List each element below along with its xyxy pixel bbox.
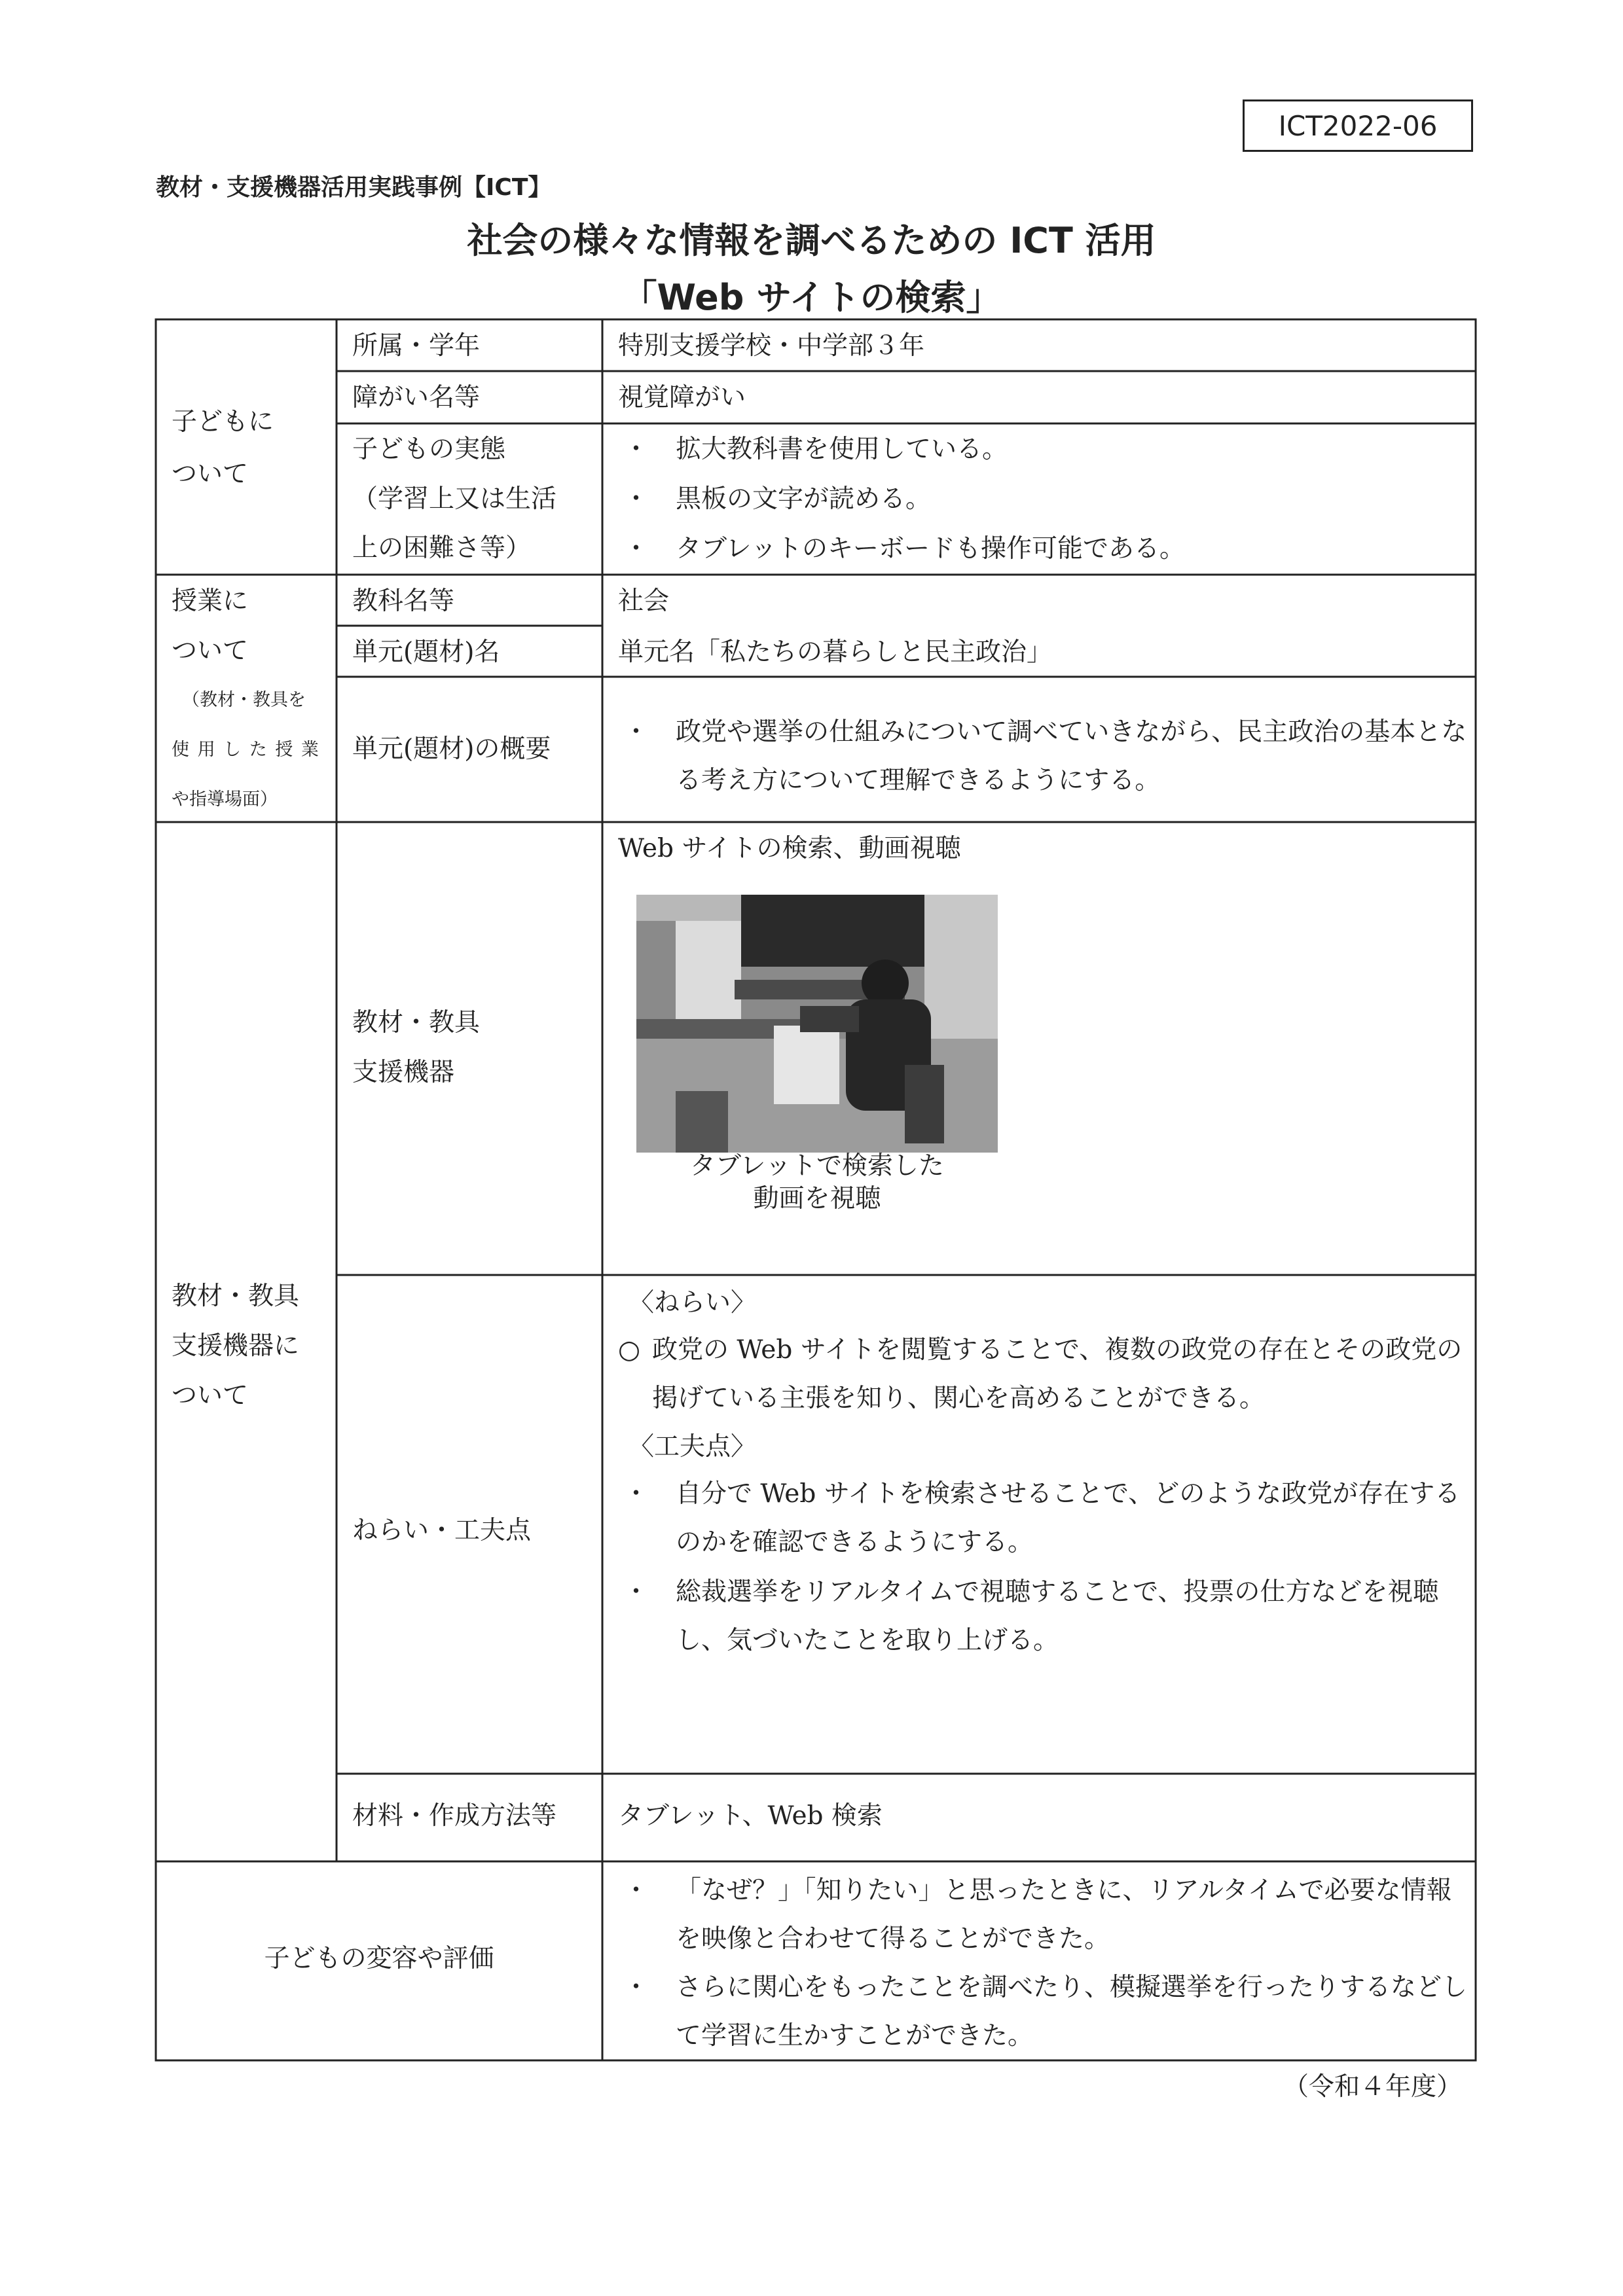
disability-value: 視覚障がい (618, 383, 746, 412)
disability-label: 障がい名等 (352, 383, 481, 412)
aim-heading: 〈ねらい〉 (629, 1288, 757, 1318)
classroom-photo (636, 895, 998, 1153)
evaluation-item: ・ 「なぜ？」「知りたい」と思ったときに、リアルタイムで必要な情報を映像と合わせて得ることができた。 (623, 1876, 1452, 1954)
status-label-line-1: 子どもの実態 (352, 435, 506, 464)
section-lesson-note-line-1: （教材・教具を (182, 690, 306, 710)
photo-caption (636, 1150, 998, 1215)
status-label-line-3: 上の困難さ等） (352, 533, 532, 563)
section-materials-header-line-2: 支援機器に (172, 1331, 300, 1361)
title-line-2: 「Web サイトの検索」 (621, 277, 1002, 318)
aims-label: ねらい・工夫点 (352, 1516, 532, 1545)
overview-item: ・ 政党や選挙の仕組みについて調べていきながら、民主政治の基本となる考え方について理解できるようにする。 (623, 717, 1467, 795)
section-lesson-note-line-3: や指導場面） (172, 789, 278, 810)
section-materials-header-line-3: ついて (172, 1381, 249, 1410)
section-lesson-header-line-2: ついて (172, 636, 249, 666)
section-child-header-line-2: ついて (172, 459, 249, 489)
tools-value: Web サイトの検索、動画視聴 (618, 834, 961, 863)
tools-label-line-2: 支援機器 (352, 1058, 455, 1087)
status-item: ・ タブレットのキーボードも操作可能である。 (623, 534, 1186, 564)
section-lesson-note-line-2: 使 用 し た 授 業 (172, 740, 320, 760)
evaluation-item: ・ さらに関心をもったことを調べたり、模擬選挙を行ったりするなどして学習に生かすことができた。 (623, 1973, 1468, 2051)
aim-item: ○ 政党の Web サイトを閲覧することで、複数の政党の存在とその政党の掲げている主張を知り、関心を高めることができる。 (618, 1335, 1463, 1413)
ingenuity-item: ・ 総裁選挙をリアルタイムで視聴することで、投票の仕方などを視聴し、気づいたことを取り上げる。 (623, 1577, 1439, 1655)
photo-caption-line-1: タブレットで検索した (689, 1151, 945, 1181)
tools-label-line-1: 教材・教具 (352, 1008, 481, 1037)
category-label: 教材・支援機器活用実践事例【ICT】 (156, 174, 552, 201)
title-line-1: 社会の様々な情報を調べるための ICT 活用 (467, 220, 1156, 261)
photo-caption-line-2: 動画を視聴 (753, 1184, 881, 1213)
section-child-header-line-1: 子どもに (172, 407, 274, 437)
status-item: ・ 黒板の文字が読める。 (623, 484, 932, 514)
status-label-line-2: （学習上又は生活 (352, 484, 557, 514)
affiliation-label: 所属・学年 (352, 331, 481, 361)
method-value: タブレット、Web 検索 (618, 1801, 883, 1831)
affiliation-value: 特別支援学校・中学部３年 (618, 331, 925, 361)
section-materials-header-line-1: 教材・教具 (172, 1282, 300, 1311)
unit-value: 単元名「私たちの暮らしと民主政治」 (618, 637, 1053, 667)
ingenuity-heading: 〈工夫点〉 (629, 1432, 757, 1462)
footer-year: （令和４年度） (1283, 2072, 1463, 2102)
status-item: ・ 拡大教科書を使用している。 (623, 435, 1008, 464)
section-lesson-header-line-1: 授業に (172, 586, 249, 616)
subject-value: 社会 (618, 586, 670, 616)
subject-label: 教科名等 (352, 586, 455, 616)
overview-label: 単元(題材)の概要 (352, 734, 551, 764)
document-id: ICT2022-06 (1243, 99, 1473, 152)
evaluation-label: 子どもの変容や評価 (264, 1944, 494, 1973)
unit-label: 単元(題材)名 (352, 637, 500, 667)
method-label: 材料・作成方法等 (352, 1801, 557, 1831)
ingenuity-item: ・ 自分で Web サイトを検索させることで、どのような政党が存在するのかを確認できるようにする。 (623, 1479, 1461, 1557)
